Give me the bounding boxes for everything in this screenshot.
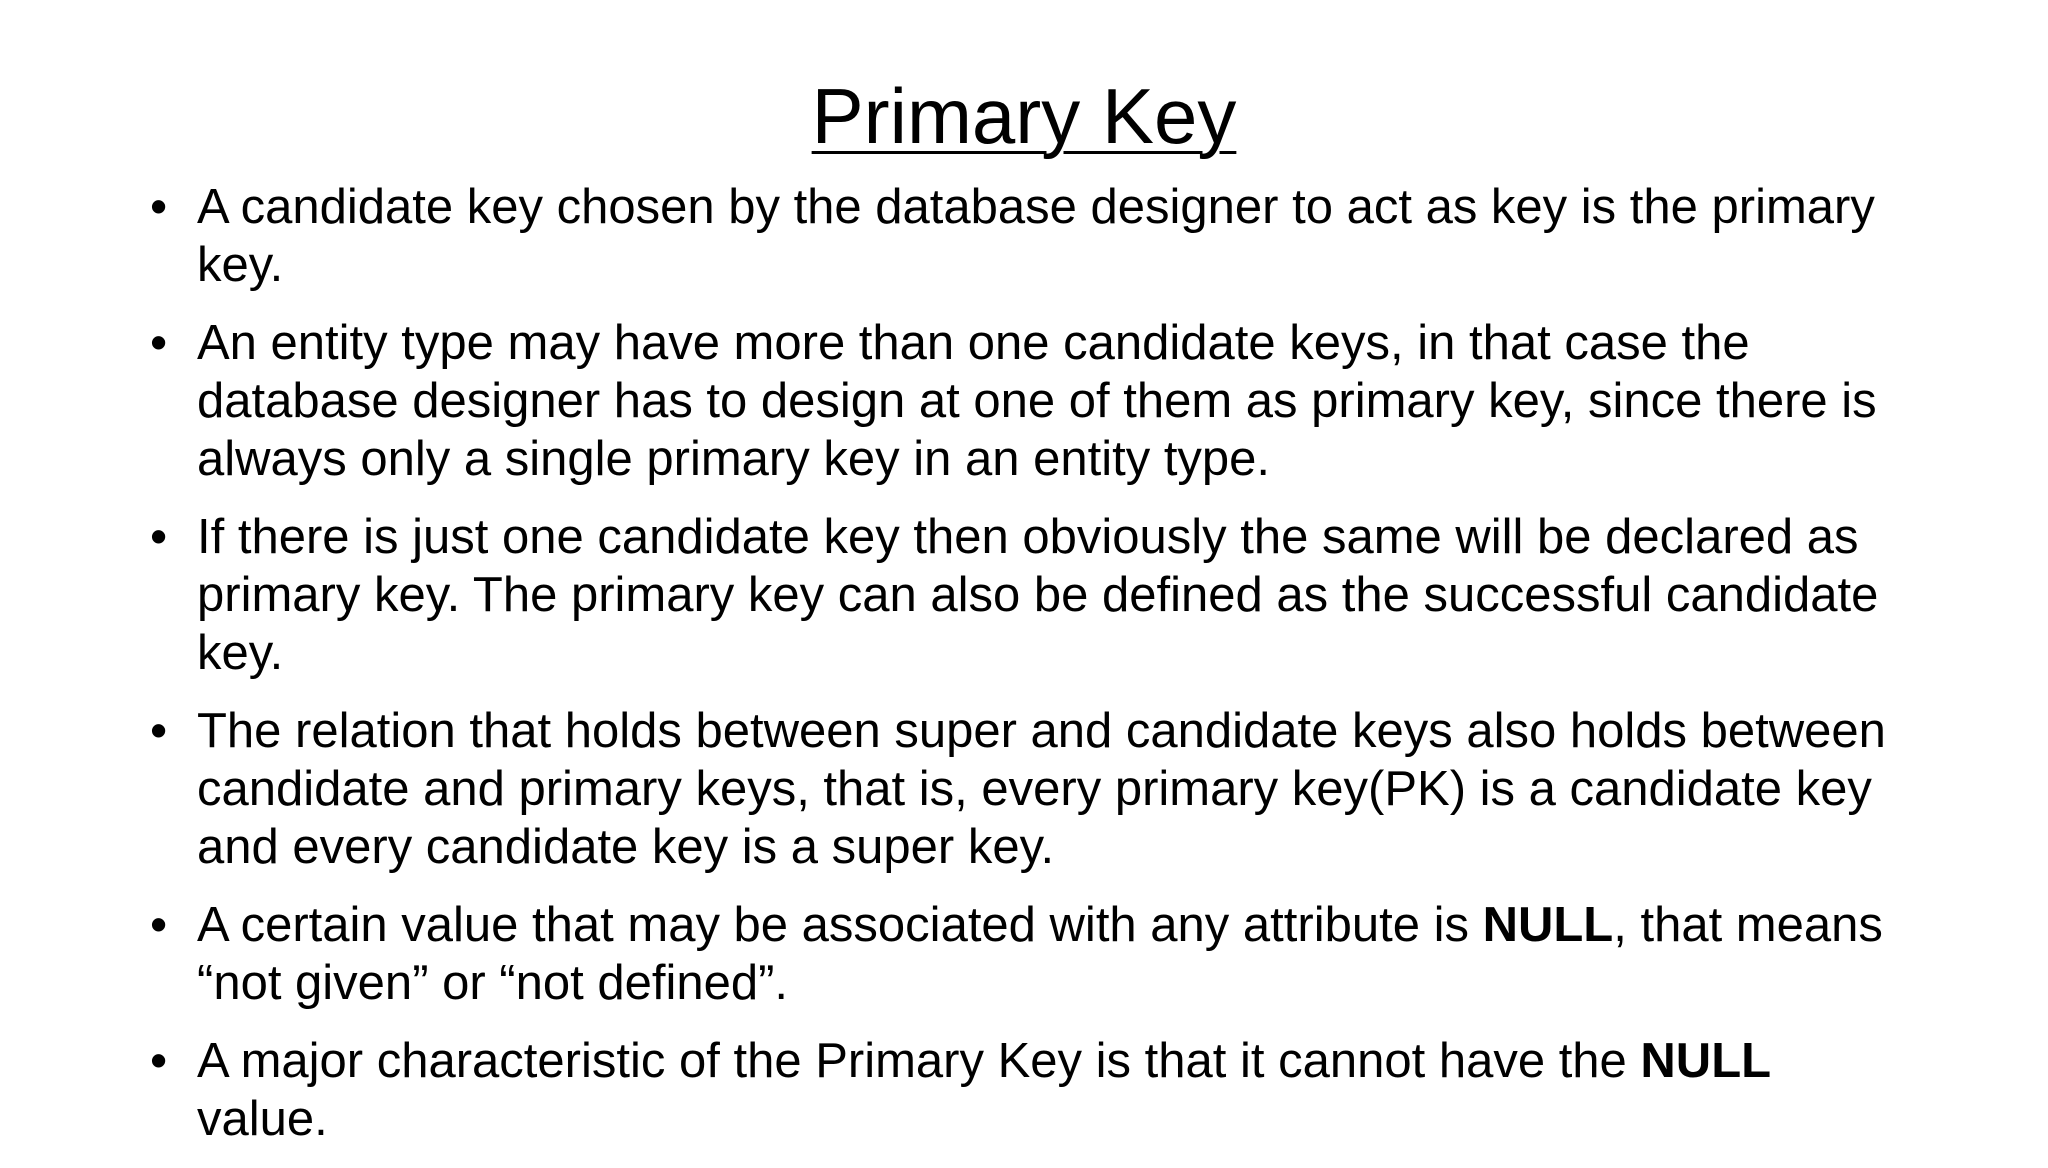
null-keyword: NULL — [1482, 898, 1614, 952]
slide-title — [0, 72, 2048, 160]
bullet-item — [150, 702, 1910, 876]
bullet-text-before: A major characteristic of the Primary Key is that it cannot have the — [197, 1034, 1641, 1088]
bullet-dot-icon: • — [150, 898, 168, 952]
bullet-item — [150, 178, 1910, 294]
bullet-text: An entity type may have more than one candidate keys, in that case the database designer has to design at one of them as primary key, since there is always only a single primary key in an entity type. — [197, 316, 1877, 486]
bullet-text: The relation that holds between super and candidate keys also holds between candidate and primary keys, that is, every primary key(PK) is a candidate key and every candidate key is a super key. — [197, 704, 1886, 874]
bullet-dot-icon: • — [150, 180, 168, 234]
bullet-dot-icon: • — [150, 704, 168, 758]
bullet-item — [150, 896, 1910, 1012]
bullet-text: A candidate key chosen by the database designer to act as key is the primary key. — [197, 180, 1875, 292]
bullet-item — [150, 508, 1910, 682]
bullet-dot-icon: • — [150, 510, 168, 564]
slide-title-text: Primary Key — [811, 72, 1237, 160]
bullet-item — [150, 314, 1910, 488]
bullet-list — [150, 178, 1910, 1168]
bullet-item — [150, 1032, 1910, 1148]
bullet-text-after: value. — [197, 1092, 328, 1146]
bullet-dot-icon: • — [150, 1034, 168, 1088]
bullet-dot-icon: • — [150, 316, 168, 370]
null-keyword: NULL — [1640, 1034, 1772, 1088]
bullet-text: If there is just one candidate key then obviously the same will be declared as primary key. The primary key can also be defined as the successful candidate key. — [197, 510, 1879, 680]
bullet-text-before: A certain value that may be associated with any attribute is — [197, 898, 1483, 952]
bullet-text-after: , that means “not given” or “not defined”. — [197, 898, 1883, 1010]
